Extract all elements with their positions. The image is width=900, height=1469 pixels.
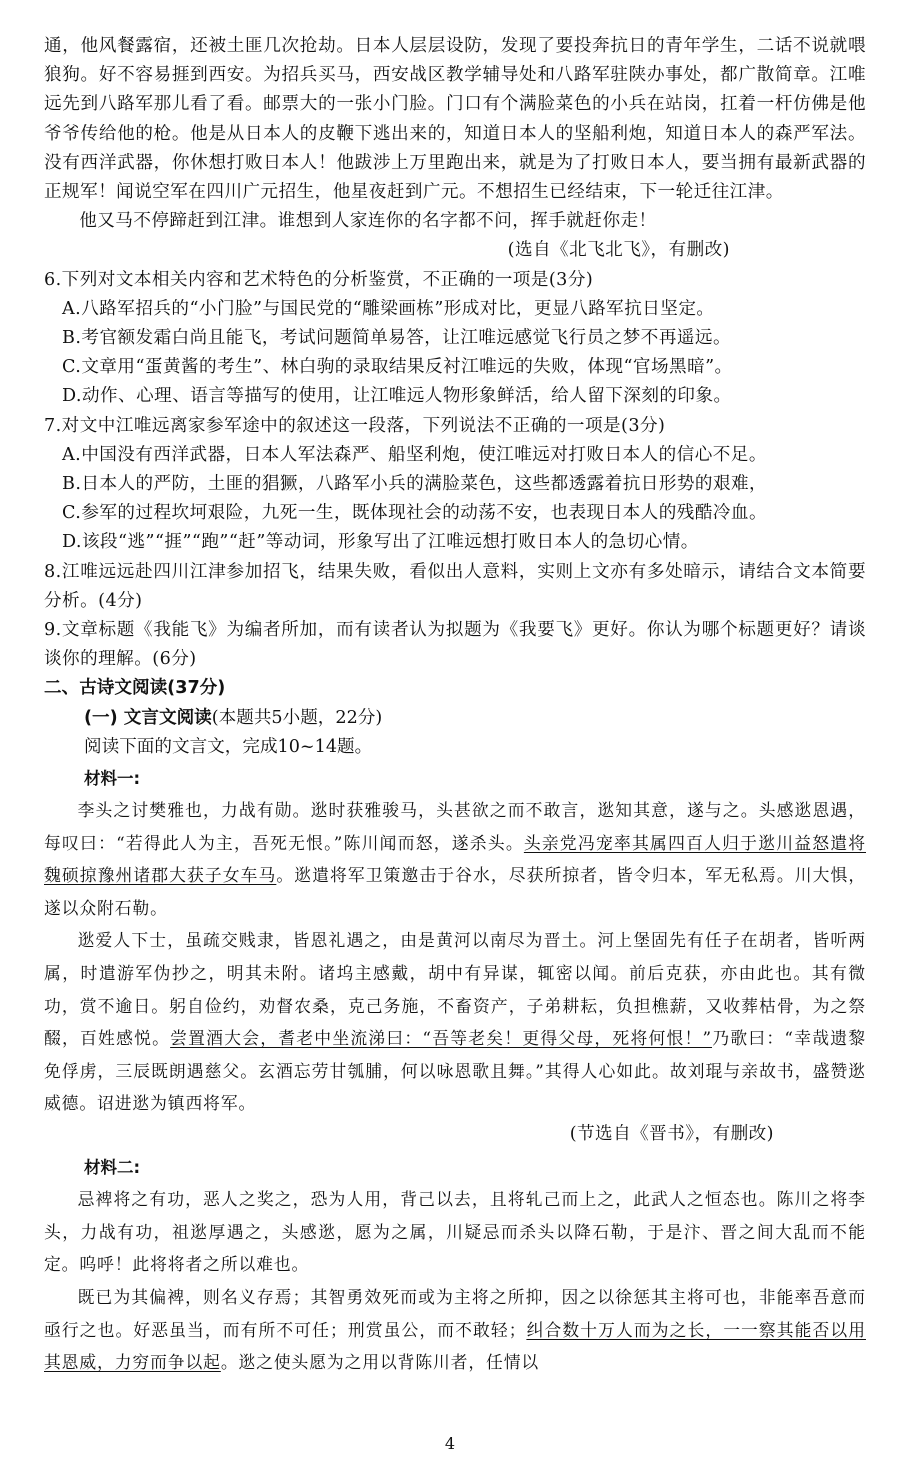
question-6-stem: 6.下列对文本相关内容和艺术特色的分析鉴赏，不正确的一项是(3分)	[44, 269, 594, 290]
section-2-instruction: 阅读下面的文言文，完成10~14题。	[84, 736, 373, 757]
question-9: 9.文章标题《我能飞》为编者所加，而有读者认为拟题为《我要飞》更好。你认为哪个标题更好？请谈谈你的理解。(6分)	[44, 620, 866, 670]
question-7-option-b: B.日本人的严防，土匪的猖獗，八路军小兵的满脸菜色，这些都透露着抗日形势的艰难，	[62, 474, 768, 495]
m1p1-underlined-sentence: 头亲党冯宠率其属四百人归于逖川益怒遣将魏硕掠豫州诸郡大获子女车马	[44, 832, 866, 886]
m1p1-text-a: 李头之讨樊雅也，力战有勋。逖时获雅骏马，头甚欲之而不敢言，逖知其意，遂与之。头感逖恩遇，每叹曰：“若得此人为主，吾死无恨。”陈川闻而怒，遂杀头。	[44, 800, 866, 853]
material-1-label: 材料一:	[84, 769, 141, 789]
narrative-source: (选自《北飞北飞》，有删改)	[507, 240, 730, 261]
material-2-label: 材料二:	[84, 1158, 141, 1178]
m1p2-text-b: 乃歌曰：“幸哉遗黎免俘虏，三辰既朗遇慈父。玄酒忘劳甘瓠脯，何以咏恩歌且舞。”其得人心如此。故刘琨与亲故书，盛赞逖威德。诏进逖为镇西将军。	[44, 1028, 866, 1114]
material-1-paragraph-1	[44, 794, 866, 924]
m1p1-text-b: 。逖遣将军卫策邀击于谷水，尽获所掠者，皆令归本，军无私焉。川大惧，遂以众附石勒。	[44, 865, 866, 918]
material-2-paragraph-1: 忌裨将之有功，恶人之奖之，恐为人用，背己以去，且将轧己而上之，此武人之恒态也。陈川之将李头，力战有功，祖逖厚遇之，头感逖，愿为之属，川疑忌而杀头以降石勒，于是汴、晋之间大乱而不能定。呜呼！此将将者之所以难也。	[44, 1189, 866, 1275]
section-2-heading: 二、古诗文阅读(37分)	[44, 678, 226, 699]
exam-page	[44, 0, 866, 1379]
section-2-subheading	[84, 704, 866, 733]
m1p2-text-a: 逖爱人下士，虽疏交贱隶，皆恩礼遇之，由是黄河以南尽为晋土。河上堡固先有任子在胡者，皆听两属，时遣游军伪抄之，明其未附。诸坞主感戴，胡中有异谋，辄密以闻。前后克获，亦由此也。其有微功，赏不逾日。躬自俭约，劝督农桑，克己务施，不畜资产，子弟耕耘，负担樵薪，又收葬枯骨，为之祭醊，百姓感悦。	[44, 930, 866, 1049]
question-8: 8.江唯远远赴四川江津参加招飞，结果失败，看似出人意料，实则上文亦有多处暗示，请结合文本简要分析。(4分)	[44, 561, 866, 611]
narrative-paragraph-2: 他又马不停蹄赶到江津。谁想到人家连你的名字都不问，挥手就赶你走！	[79, 211, 657, 232]
question-7-stem: 7.对文中江唯远离家参军途中的叙述这一段落，下列说法不正确的一项是(3分)	[44, 415, 666, 436]
subheading-note: (本题共5小题，22分)	[211, 707, 383, 728]
question-6-option-b: B.考官额发霜白尚且能飞，考试问题简单易答，让江唯远感觉飞行员之梦不再遥远。	[62, 328, 732, 349]
material-2-paragraph-2	[44, 1281, 866, 1379]
question-6-option-a: A.八路军招兵的“小门脸”与国民党的“雕梁画栋”形成对比，更显八路军抗日坚定。	[62, 298, 715, 319]
material-1-source: (节选自《晋书》，有删改)	[569, 1124, 774, 1145]
m2p2-text-b: 。逖之使头愿为之用以背陈川者，任情以	[220, 1352, 540, 1373]
m2p2-text-a: 既已为其偏裨，则名义存焉；其智勇效死而或为主将之所抑，因之以徐惩其主将可也，非能率吾意而亟行之也。好恶虽当，而有所不可任；刑赏虽公，而不敢轻；	[44, 1287, 866, 1340]
page-number: 4	[444, 1434, 456, 1453]
narrative-paragraph-1: 通，他风餐露宿，还被土匪几次抢劫。日本人层层设防，发现了要投奔抗日的青年学生，二话不说就喂狼狗。好不容易捱到西安。为招兵买马，西安战区教学辅导处和八路军驻陕办事处，都广散简章。江唯远先到八路军那儿看了看。邮票大的一张小门脸。门口有个满脸菜色的小兵在站岗，扛着一杆仿佛是他爷爷传给他的枪。他是从日本人的皮鞭下逃出来的，知道日本人的坚船利炮，知道日本人的森严军法。没有西洋武器，你休想打败日本人！他跋涉上万里跑出来，就是为了打败日本人，要当拥有最新武器的正规军！闻说空军在四川广元招生，他星夜赶到广元。不想招生已经结束，下一轮迁往江津。	[44, 36, 866, 203]
subheading-title: (一) 文言文阅读	[84, 707, 212, 728]
question-7-option-c: C.参军的过程坎坷艰险，九死一生，既体现社会的动荡不安，也表现日本人的残酷冷血。	[62, 503, 767, 524]
question-6-option-d: D.动作、心理、语言等描写的使用，让江唯远人物形象鲜活，给人留下深刻的印象。	[62, 386, 732, 407]
m1p2-underlined-sentence: 尝置酒大会，耆老中坐流涕曰：“吾等老矣！更得父母，死将何恨！”	[170, 1028, 713, 1049]
question-6-option-c: C.文章用“蛋黄酱的考生”、林白驹的录取结果反衬江唯远的失败，体现“官场黑暗”。	[62, 357, 733, 378]
m2p2-underlined-sentence: 纠合数十万人而为之长，一一察其能否以用其恩威，力穷而争以起	[44, 1319, 866, 1373]
material-1-paragraph-2	[44, 924, 866, 1120]
question-7-option-a: A.中国没有西洋武器，日本人军法森严、船坚利炮，使江唯远对打败日本人的信心不足。	[62, 444, 767, 465]
question-7-option-d: D.该段“逃”“捱”“跑”“赶”等动词，形象写出了江唯远想打败日本人的急切心情。	[62, 532, 699, 553]
